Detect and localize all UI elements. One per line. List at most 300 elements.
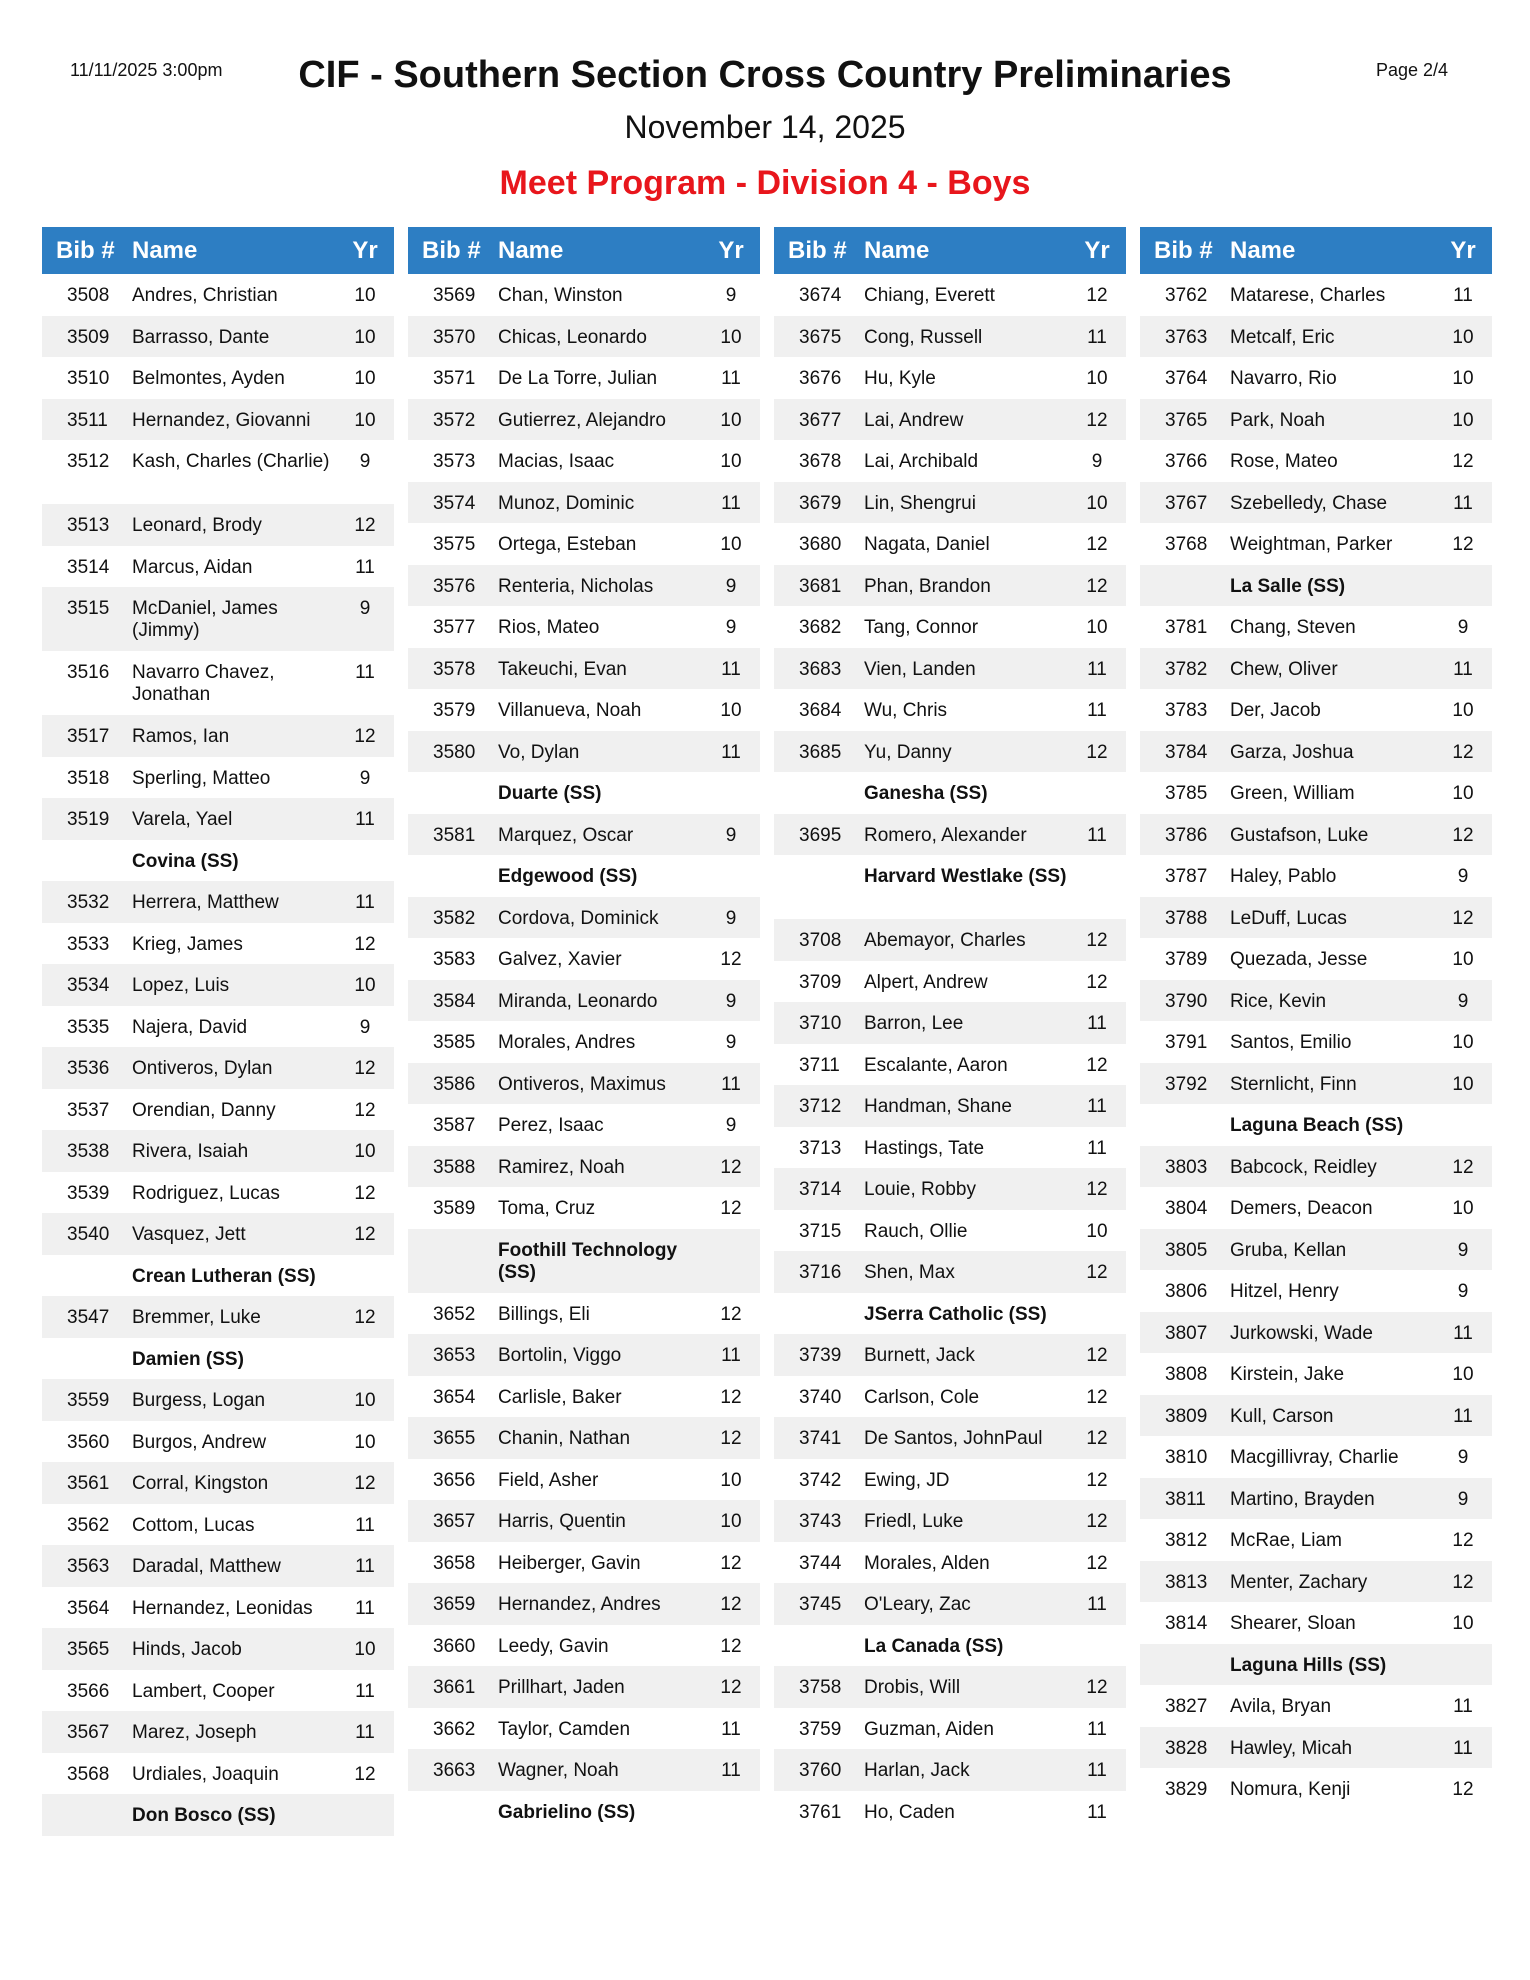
grade-year: 9 <box>1457 1239 1469 1261</box>
entry-row <box>1140 772 1492 814</box>
table-header <box>774 227 1126 274</box>
athlete-name: Escalante, Aaron <box>864 1054 1008 1076</box>
bib-number: 3768 <box>1165 534 1208 555</box>
grade-year: 9 <box>1457 1447 1469 1468</box>
entry-row <box>408 1187 760 1229</box>
athlete-name: Ramirez, Noah <box>498 1156 625 1178</box>
athlete-name: Marcus, Aidan <box>132 556 253 578</box>
athlete-name: Chanin, Nathan <box>498 1428 631 1449</box>
entries-column <box>408 227 760 1836</box>
bib-header: Bib # <box>1154 236 1213 264</box>
entry-row <box>1140 1602 1492 1644</box>
grade-year: 9 <box>1457 866 1469 887</box>
team-name: Harvard Westlake (SS) <box>864 866 1067 887</box>
athlete-name: Martino, Brayden <box>1230 1488 1375 1510</box>
athlete-name: Renteria, Nicholas <box>498 575 654 597</box>
athlete-name: Vasquez, Jett <box>132 1224 246 1245</box>
grade-year: 12 <box>1086 285 1108 306</box>
entry-row <box>774 1002 1126 1044</box>
entry-row <box>408 1417 760 1459</box>
entry-row <box>42 1504 394 1546</box>
athlete-name: Urdiales, Joaquin <box>132 1763 279 1785</box>
grade-year: 10 <box>720 451 742 472</box>
bib-number <box>408 772 493 783</box>
bib-number: 3574 <box>433 492 476 514</box>
table-header <box>42 227 394 274</box>
entry-row <box>42 651 394 715</box>
entry-row <box>774 961 1126 1003</box>
bib-number: 3583 <box>433 949 476 970</box>
grade-year: 11 <box>1087 1096 1107 1117</box>
bib-number: 3588 <box>433 1156 476 1178</box>
bib-number: 3533 <box>67 933 110 955</box>
entry-row <box>774 919 1126 961</box>
bib-number <box>42 1794 127 1805</box>
grade-year: 11 <box>355 1680 375 1702</box>
bib-number: 3695 <box>799 824 842 846</box>
athlete-name: Nagata, Daniel <box>864 534 990 555</box>
grade-year: 10 <box>354 1141 376 1162</box>
bib-number <box>408 1229 493 1240</box>
grade-year: 10 <box>354 1639 376 1660</box>
athlete-name: Billings, Eli <box>498 1303 590 1325</box>
grade-year: 10 <box>720 409 742 431</box>
bib-number: 3805 <box>1165 1239 1208 1261</box>
grade-year: 9 <box>1457 1281 1469 1302</box>
bib-number <box>42 1255 127 1266</box>
entry-row <box>42 1089 394 1131</box>
yr-header: Yr <box>718 236 744 264</box>
grade-year <box>1068 1625 1126 1636</box>
grade-year: 9 <box>725 907 737 929</box>
athlete-name: Najera, David <box>132 1016 248 1038</box>
athlete-name: Barrasso, Dante <box>132 326 270 348</box>
grade-year: 10 <box>1452 1613 1474 1634</box>
bib-number: 3510 <box>67 368 110 389</box>
entry-row <box>774 1459 1126 1501</box>
grade-year <box>1068 1293 1126 1304</box>
entry-row <box>42 798 394 840</box>
entry-row <box>1140 1436 1492 1478</box>
grade-year: 10 <box>720 326 742 348</box>
bib-number: 3515 <box>67 598 110 619</box>
bib-number: 3575 <box>433 534 476 555</box>
grade-year: 9 <box>725 824 737 846</box>
entry-row <box>408 648 760 690</box>
athlete-name: Phan, Brandon <box>864 575 991 597</box>
grade-year: 11 <box>355 662 375 683</box>
meet-date: November 14, 2025 <box>624 109 906 145</box>
grade-year: 12 <box>1086 1262 1108 1283</box>
grade-year: 10 <box>1452 1032 1474 1053</box>
athlete-name: Chan, Winston <box>498 285 623 306</box>
grade-year: 11 <box>1453 1322 1473 1344</box>
bib-number: 3712 <box>799 1096 842 1117</box>
entry-row <box>42 1670 394 1712</box>
grade-year: 10 <box>1452 1198 1474 1219</box>
grade-year: 10 <box>354 285 376 306</box>
entries-column <box>1140 227 1492 1836</box>
entry-row <box>1140 1270 1492 1312</box>
grade-year: 11 <box>1453 285 1473 306</box>
entry-row <box>774 1749 1126 1791</box>
bib-number: 3786 <box>1165 824 1208 846</box>
bib-number: 3784 <box>1165 741 1208 763</box>
bib-number: 3765 <box>1165 409 1208 431</box>
entry-row <box>408 897 760 939</box>
entry-row <box>774 1708 1126 1750</box>
athlete-name: Chicas, Leonardo <box>498 326 647 348</box>
athlete-name: Munoz, Dominic <box>498 492 635 514</box>
grade-year: 12 <box>1452 907 1474 929</box>
entry-row <box>1140 1685 1492 1727</box>
athlete-name: Szebelledy, Chase <box>1230 492 1388 514</box>
entry-row <box>408 1542 760 1584</box>
athlete-name: De La Torre, Julian <box>498 368 658 389</box>
athlete-name: Tang, Connor <box>864 617 979 638</box>
entry-row <box>1140 482 1492 524</box>
athlete-name: Shen, Max <box>864 1262 955 1283</box>
grade-year <box>336 1338 394 1349</box>
bib-number: 3683 <box>799 658 842 680</box>
bib-number <box>408 855 493 866</box>
athlete-name: Chew, Oliver <box>1230 658 1338 680</box>
bib-number: 3584 <box>433 990 476 1012</box>
bib-number: 3513 <box>67 515 110 536</box>
athlete-name: Hu, Kyle <box>864 368 936 389</box>
grade-year: 12 <box>354 1099 376 1121</box>
athlete-name: Krieg, James <box>132 933 243 955</box>
entry-row <box>1140 1519 1492 1561</box>
grade-year: 10 <box>1086 617 1108 638</box>
grade-year: 12 <box>1086 1054 1108 1076</box>
entry-row <box>408 1500 760 1542</box>
grade-year <box>1068 772 1126 783</box>
grade-year: 9 <box>725 285 737 306</box>
bib-number <box>774 1625 859 1636</box>
entry-row <box>774 1542 1126 1584</box>
athlete-name: Villanueva, Noah <box>498 700 642 721</box>
athlete-name: Varela, Yael <box>132 809 233 830</box>
bib-number: 3508 <box>67 285 110 306</box>
athlete-name: Kirstein, Jake <box>1230 1364 1345 1385</box>
athlete-name: Ramos, Ian <box>132 726 230 747</box>
bib-number: 3714 <box>799 1179 842 1200</box>
grade-year: 9 <box>725 990 737 1012</box>
athlete-name: Drobis, Will <box>864 1677 961 1698</box>
bib-number: 3678 <box>799 451 842 472</box>
grade-year: 12 <box>1452 1571 1474 1593</box>
bib-number: 3812 <box>1165 1530 1208 1551</box>
athlete-name: Burgos, Andrew <box>132 1431 267 1453</box>
athlete-name: Park, Noah <box>1230 409 1326 431</box>
entry-row <box>408 440 760 482</box>
grade-year: 11 <box>355 1514 375 1536</box>
bib-number: 3679 <box>799 492 842 514</box>
entry-row <box>1140 523 1492 565</box>
athlete-name: Metcalf, Eric <box>1230 326 1335 348</box>
athlete-name: Navarro Chavez, Jonathan <box>132 662 275 705</box>
entry-row <box>408 482 760 524</box>
entry-row <box>408 1625 760 1667</box>
entry-row <box>42 1130 394 1172</box>
entry-row <box>42 1711 394 1753</box>
entry-row <box>42 274 394 316</box>
athlete-name: Leedy, Gavin <box>498 1635 609 1657</box>
bib-number: 3568 <box>67 1763 110 1785</box>
athlete-name: Corral, Kingston <box>132 1473 269 1494</box>
bib-number <box>42 1338 127 1349</box>
entry-row <box>1140 1561 1492 1603</box>
grade-year: 9 <box>1457 617 1469 638</box>
bib-number: 3567 <box>67 1722 110 1743</box>
grade-year: 11 <box>355 809 375 830</box>
entry-row <box>408 1021 760 1063</box>
athlete-name: McDaniel, James (Jimmy) <box>132 598 278 641</box>
grade-year: 12 <box>1086 1345 1108 1366</box>
entry-row <box>774 1085 1126 1127</box>
bib-number: 3536 <box>67 1058 110 1079</box>
bib-number: 3514 <box>67 556 110 578</box>
bib-number: 3792 <box>1165 1073 1208 1095</box>
grade-year: 11 <box>1453 1405 1473 1427</box>
athlete-name: Hernandez, Andres <box>498 1594 661 1615</box>
entry-row <box>1140 1146 1492 1188</box>
bib-number: 3744 <box>799 1552 842 1574</box>
grade-year: 11 <box>721 1073 741 1095</box>
athlete-name: Burnett, Jack <box>864 1345 975 1366</box>
bib-number: 3580 <box>433 741 476 763</box>
entry-row <box>42 881 394 923</box>
yr-header: Yr <box>1450 236 1476 264</box>
athlete-name: Ontiveros, Dylan <box>132 1058 273 1079</box>
grade-year: 12 <box>720 1156 742 1178</box>
athlete-name: Handman, Shane <box>864 1096 1012 1117</box>
entry-row <box>408 980 760 1022</box>
grade-year: 10 <box>354 1431 376 1453</box>
bib-number <box>1140 1104 1225 1115</box>
bib-number: 3764 <box>1165 368 1208 389</box>
grade-year: 10 <box>720 534 742 555</box>
bib-number: 3740 <box>799 1386 842 1408</box>
grade-year: 9 <box>359 767 371 789</box>
entry-row <box>774 1127 1126 1169</box>
entry-row <box>408 1293 760 1335</box>
grade-year: 10 <box>1086 368 1108 389</box>
entry-row <box>408 689 760 731</box>
entry-row <box>42 1379 394 1421</box>
bib-number: 3559 <box>67 1390 110 1411</box>
team-name: Duarte (SS) <box>498 783 602 804</box>
grade-year: 12 <box>1086 1677 1108 1698</box>
grade-year: 12 <box>720 1552 742 1574</box>
grade-year: 10 <box>720 1469 742 1491</box>
entries-column <box>42 227 394 1836</box>
grade-year: 10 <box>1086 1220 1108 1242</box>
athlete-name: Lai, Andrew <box>864 409 964 431</box>
grade-year: 11 <box>1453 1696 1473 1717</box>
entry-row <box>1140 440 1492 482</box>
grade-year: 12 <box>720 1386 742 1408</box>
team-header-row <box>1140 1644 1492 1686</box>
entry-row <box>42 1296 394 1338</box>
bib-number: 3789 <box>1165 949 1208 970</box>
team-name: La Salle (SS) <box>1230 575 1346 597</box>
entry-row <box>42 757 394 799</box>
team-name: Damien (SS) <box>132 1348 244 1370</box>
entry-row <box>42 504 394 546</box>
athlete-name: Belmontes, Ayden <box>132 368 285 389</box>
athlete-name: Friedl, Luke <box>864 1511 964 1532</box>
entry-row <box>774 399 1126 441</box>
bib-number: 3828 <box>1165 1737 1208 1759</box>
bib-number: 3791 <box>1165 1032 1208 1053</box>
entry-row <box>42 1172 394 1214</box>
bib-number: 3782 <box>1165 658 1208 680</box>
bib-number: 3804 <box>1165 1198 1208 1219</box>
bib-number: 3807 <box>1165 1322 1208 1344</box>
bib-number: 3759 <box>799 1718 842 1740</box>
athlete-name: Ho, Caden <box>864 1801 955 1823</box>
bib-number: 3509 <box>67 326 110 348</box>
bib-number: 3518 <box>67 767 110 789</box>
bib-number: 3511 <box>67 409 108 431</box>
bib-number: 3589 <box>433 1198 476 1219</box>
athlete-name: De Santos, JohnPaul <box>864 1428 1043 1449</box>
entry-row <box>42 399 394 441</box>
bib-number: 3535 <box>67 1016 110 1038</box>
athlete-name: Navarro, Rio <box>1230 368 1337 389</box>
grade-year: 12 <box>1086 1469 1108 1491</box>
grade-year <box>1434 1104 1492 1115</box>
grade-year <box>1434 565 1492 576</box>
entry-row <box>774 689 1126 731</box>
athlete-name: Macgillivray, Charlie <box>1230 1447 1399 1468</box>
entry-row <box>408 1666 760 1708</box>
entry-row <box>1140 897 1492 939</box>
team-header-row <box>408 1791 760 1833</box>
entry-row <box>774 316 1126 358</box>
bib-number: 3827 <box>1165 1696 1208 1717</box>
entry-row <box>1140 855 1492 897</box>
grade-year <box>702 772 760 783</box>
bib-number: 3763 <box>1165 326 1208 348</box>
page-number: Page 2/4 <box>1375 60 1448 80</box>
bib-number: 3585 <box>433 1032 476 1053</box>
bib-number: 3713 <box>799 1137 842 1159</box>
entry-row <box>42 546 394 588</box>
entry-row <box>408 1749 760 1791</box>
bib-number: 3654 <box>433 1386 476 1408</box>
bib-number: 3657 <box>433 1511 476 1532</box>
team-name: Gabrielino (SS) <box>498 1801 636 1823</box>
athlete-name: Rose, Mateo <box>1230 451 1338 472</box>
athlete-name: Sternlicht, Finn <box>1230 1073 1357 1095</box>
team-name: Ganesha (SS) <box>864 783 988 804</box>
entry-row <box>1140 1727 1492 1769</box>
athlete-name: Quezada, Jesse <box>1230 949 1368 970</box>
grade-year: 10 <box>1452 326 1474 348</box>
team-name: Don Bosco (SS) <box>132 1805 276 1826</box>
athlete-name: O'Leary, Zac <box>864 1594 971 1615</box>
athlete-name: Demers, Deacon <box>1230 1198 1373 1219</box>
grade-year: 11 <box>1087 658 1107 680</box>
athlete-name: Orendian, Danny <box>132 1099 276 1121</box>
athlete-name: McRae, Liam <box>1230 1530 1342 1551</box>
team-header-row <box>42 1255 394 1297</box>
grade-year: 11 <box>1453 492 1473 514</box>
entry-row <box>1140 938 1492 980</box>
bib-number: 3681 <box>799 575 842 597</box>
entry-row <box>774 357 1126 399</box>
grade-year: 11 <box>355 1597 375 1619</box>
bib-number: 3684 <box>799 700 842 721</box>
bib-number: 3519 <box>67 809 110 830</box>
grade-year: 12 <box>354 515 376 536</box>
entry-row <box>42 1006 394 1048</box>
bib-number: 3570 <box>433 326 476 348</box>
entry-row <box>408 1063 760 1105</box>
grade-year: 11 <box>1087 700 1107 721</box>
athlete-name: Kash, Charles (Charlie) <box>132 451 330 472</box>
bib-number: 3739 <box>799 1345 842 1366</box>
entry-row <box>774 731 1126 773</box>
grade-year: 11 <box>1453 658 1473 680</box>
entry-row <box>42 1628 394 1670</box>
entry-row <box>1140 1187 1492 1229</box>
grade-year: 10 <box>1452 1073 1474 1095</box>
entry-row <box>774 1666 1126 1708</box>
bib-number: 3566 <box>67 1680 110 1702</box>
bib-number <box>774 855 859 866</box>
grade-year: 9 <box>725 1115 737 1136</box>
grade-year: 12 <box>720 1677 742 1698</box>
bib-number: 3582 <box>433 907 476 929</box>
bib-number: 3758 <box>799 1677 842 1698</box>
bib-number: 3659 <box>433 1594 476 1615</box>
grade-year: 12 <box>354 1307 376 1328</box>
bib-number: 3761 <box>799 1801 842 1823</box>
grade-year <box>702 1791 760 1802</box>
entries-columns <box>42 227 1492 1836</box>
entry-row <box>42 1587 394 1629</box>
grade-year: 11 <box>1087 1013 1107 1034</box>
entry-row <box>774 1251 1126 1293</box>
entry-row <box>1140 1353 1492 1395</box>
bib-number: 3653 <box>433 1345 476 1366</box>
entry-row <box>408 1708 760 1750</box>
grade-year: 11 <box>355 1556 375 1577</box>
team-name: JSerra Catholic (SS) <box>864 1303 1047 1325</box>
bib-number: 3682 <box>799 617 842 638</box>
athlete-name: Rauch, Ollie <box>864 1220 968 1242</box>
entry-row <box>42 1545 394 1587</box>
bib-number: 3579 <box>433 700 476 721</box>
grade-year: 12 <box>354 1473 376 1494</box>
entry-row <box>774 482 1126 524</box>
team-name: Foothill Technology (SS) <box>498 1239 678 1283</box>
grade-year: 9 <box>359 598 371 619</box>
entry-row <box>408 357 760 399</box>
entry-row <box>1140 357 1492 399</box>
athlete-name: Bortolin, Viggo <box>498 1345 622 1366</box>
bib-number: 3781 <box>1165 617 1208 638</box>
athlete-name: Vo, Dylan <box>498 741 580 763</box>
entry-row <box>774 1168 1126 1210</box>
grade-year: 11 <box>721 1718 741 1740</box>
athlete-name: Nomura, Kenji <box>1230 1779 1351 1800</box>
grade-year: 12 <box>1452 451 1474 472</box>
